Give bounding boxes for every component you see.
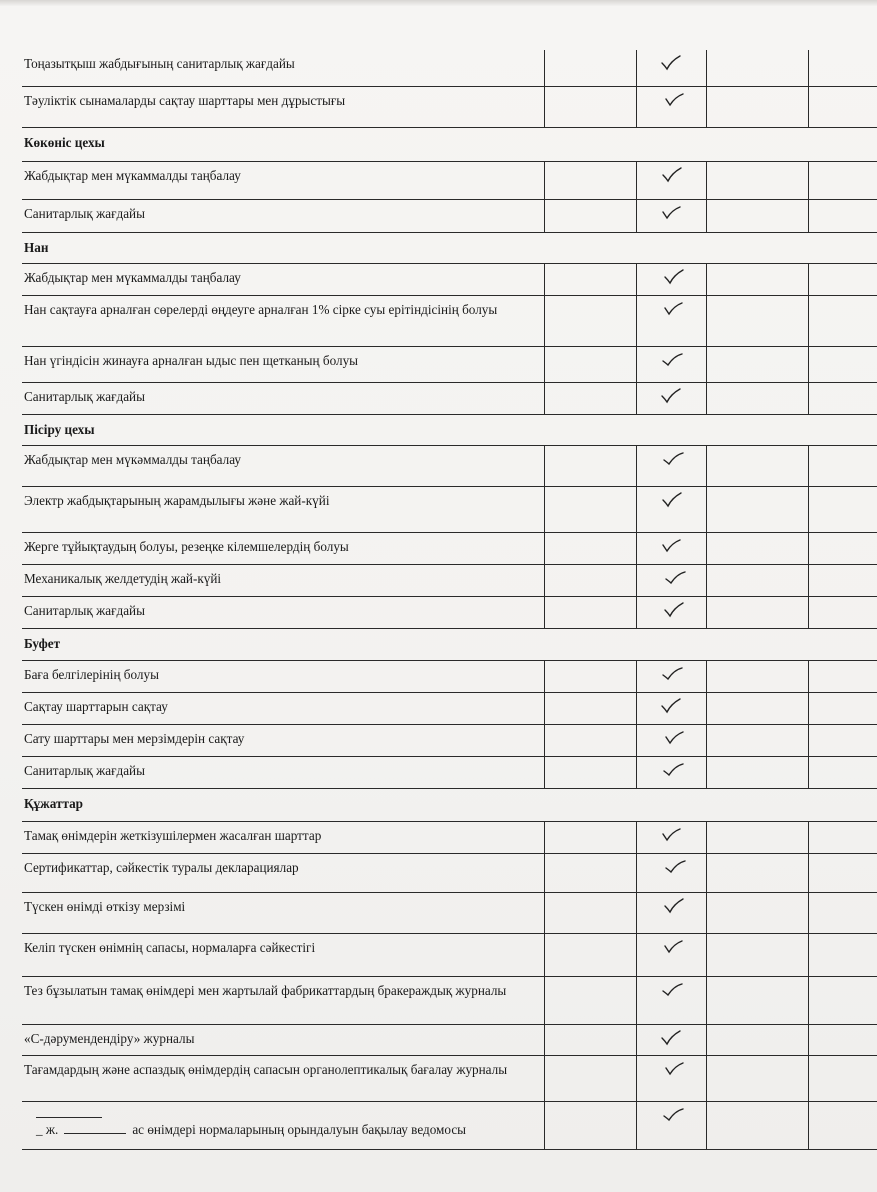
empty-cell bbox=[707, 1101, 809, 1149]
empty-cell bbox=[707, 564, 809, 596]
checklist-row bbox=[22, 724, 877, 756]
empty-cell bbox=[545, 692, 637, 724]
empty-cell bbox=[809, 933, 877, 976]
criterion-text: Тез бұзылатын тамақ өнімдері мен жартылай фабрикаттардың бракераждық журналы bbox=[22, 976, 545, 1024]
compliance-check-cell bbox=[637, 1055, 707, 1101]
section-header-row bbox=[22, 414, 877, 445]
compliance-check-cell bbox=[637, 263, 707, 295]
checkmark-icon bbox=[660, 388, 682, 404]
criterion-text: Санитарлық жағдайы bbox=[22, 199, 545, 232]
checkmark-icon bbox=[661, 352, 683, 368]
criterion-text: Санитарлық жағдайы bbox=[22, 596, 545, 628]
compliance-check-cell bbox=[637, 50, 707, 86]
checklist-row bbox=[22, 532, 877, 564]
empty-cell bbox=[707, 1055, 809, 1101]
empty-cell bbox=[809, 1101, 877, 1149]
checkmark-icon bbox=[661, 492, 683, 508]
checklist-row bbox=[22, 86, 877, 127]
checklist-row bbox=[22, 976, 877, 1024]
empty-cell bbox=[707, 892, 809, 933]
empty-cell bbox=[809, 295, 877, 346]
criterion-text: Электр жабдықтарының жарамдылығы және жай-күйі bbox=[22, 486, 545, 532]
empty-cell bbox=[809, 892, 877, 933]
empty-cell bbox=[545, 295, 637, 346]
checklist-row bbox=[22, 933, 877, 976]
checklist-row bbox=[22, 263, 877, 295]
empty-cell bbox=[707, 660, 809, 692]
signature-blank-line bbox=[36, 1107, 102, 1118]
compliance-check-cell bbox=[637, 346, 707, 382]
checkmark-icon bbox=[661, 666, 683, 682]
empty-cell bbox=[545, 346, 637, 382]
section-title: Пісіру цехы bbox=[22, 414, 877, 445]
checklist-row bbox=[22, 1055, 877, 1101]
compliance-check-cell bbox=[637, 382, 707, 414]
checkmark-icon bbox=[660, 205, 682, 221]
criterion-text: Тоңазытқыш жабдығының санитарлық жағдайы bbox=[22, 50, 545, 86]
checklist-row bbox=[22, 445, 877, 486]
empty-cell bbox=[809, 445, 877, 486]
checkmark-icon bbox=[664, 859, 686, 875]
empty-cell bbox=[707, 724, 809, 756]
empty-cell bbox=[545, 564, 637, 596]
checkmark-icon bbox=[663, 269, 685, 285]
checkmark-icon bbox=[662, 451, 684, 467]
compliance-check-cell bbox=[637, 660, 707, 692]
checkmark-icon bbox=[660, 55, 682, 71]
compliance-check-cell bbox=[637, 564, 707, 596]
checklist-row bbox=[22, 382, 877, 414]
compliance-check-cell bbox=[637, 486, 707, 532]
empty-cell bbox=[545, 660, 637, 692]
empty-cell bbox=[809, 821, 877, 853]
empty-cell bbox=[809, 724, 877, 756]
checkmark-icon bbox=[661, 167, 683, 183]
checklist-row bbox=[22, 596, 877, 628]
compliance-check-cell bbox=[637, 295, 707, 346]
checkmark-icon bbox=[662, 762, 684, 778]
checklist-row bbox=[22, 50, 877, 86]
criterion-text bbox=[22, 1101, 545, 1149]
empty-cell bbox=[809, 532, 877, 564]
criterion-text: Жабдықтар мен мүкаммалды таңбалау bbox=[22, 263, 545, 295]
checklist-row bbox=[22, 1101, 877, 1149]
criterion-text: Тәуліктік сынамаларды сақтау шарттары мен дұрыстығы bbox=[22, 86, 545, 127]
empty-cell bbox=[545, 724, 637, 756]
checklist-row bbox=[22, 1024, 877, 1055]
empty-cell bbox=[545, 933, 637, 976]
checklist-row bbox=[22, 295, 877, 346]
empty-cell bbox=[545, 486, 637, 532]
compliance-check-cell bbox=[637, 692, 707, 724]
empty-cell bbox=[545, 263, 637, 295]
empty-cell bbox=[707, 596, 809, 628]
checklist-row bbox=[22, 199, 877, 232]
empty-cell bbox=[707, 692, 809, 724]
checkmark-icon bbox=[662, 1107, 684, 1123]
criterion-text: Келіп түскен өнімнің сапасы, нормаларға сәйкестігі bbox=[22, 933, 545, 976]
statement-title: ас өнімдері нормаларының орындалуын бақылау ведомосы bbox=[132, 1121, 467, 1137]
empty-cell bbox=[809, 1055, 877, 1101]
empty-cell bbox=[545, 1024, 637, 1055]
empty-cell bbox=[545, 161, 637, 199]
checklist-row bbox=[22, 692, 877, 724]
checkmark-icon bbox=[663, 602, 685, 618]
criterion-text: Сақтау шарттарын сақтау bbox=[22, 692, 545, 724]
criterion-text: Түскен өнімді өткізу мерзімі bbox=[22, 892, 545, 933]
compliance-check-cell bbox=[637, 86, 707, 127]
empty-cell bbox=[809, 161, 877, 199]
compliance-check-cell bbox=[637, 1024, 707, 1055]
empty-cell bbox=[545, 50, 637, 86]
empty-cell bbox=[809, 596, 877, 628]
compliance-check-cell bbox=[637, 445, 707, 486]
section-title: Құжаттар bbox=[22, 788, 877, 821]
empty-cell bbox=[545, 756, 637, 788]
empty-cell bbox=[545, 86, 637, 127]
checklist-row bbox=[22, 161, 877, 199]
empty-cell bbox=[545, 445, 637, 486]
checklist-row bbox=[22, 853, 877, 892]
empty-cell bbox=[809, 756, 877, 788]
empty-cell bbox=[809, 50, 877, 86]
empty-cell bbox=[545, 382, 637, 414]
checkmark-icon bbox=[663, 730, 685, 746]
checkmark-icon bbox=[660, 538, 682, 554]
empty-cell bbox=[545, 821, 637, 853]
checkmark-icon bbox=[660, 827, 682, 843]
empty-cell bbox=[809, 382, 877, 414]
criterion-text: «С-дәрумендендіру» журналы bbox=[22, 1024, 545, 1055]
empty-cell bbox=[545, 976, 637, 1024]
empty-cell bbox=[545, 1101, 637, 1149]
checklist-row bbox=[22, 756, 877, 788]
checkmark-icon bbox=[663, 92, 685, 108]
criterion-text: Сертификаттар, сәйкестік туралы декларациялар bbox=[22, 853, 545, 892]
empty-cell bbox=[707, 976, 809, 1024]
checkmark-icon bbox=[660, 698, 682, 714]
empty-cell bbox=[809, 199, 877, 232]
empty-cell bbox=[809, 976, 877, 1024]
criterion-text: Сату шарттары мен мерзімдерін сақтау bbox=[22, 724, 545, 756]
section-header-row bbox=[22, 628, 877, 660]
checkmark-icon bbox=[661, 982, 683, 998]
empty-cell bbox=[545, 892, 637, 933]
empty-cell bbox=[809, 564, 877, 596]
empty-cell bbox=[809, 263, 877, 295]
empty-cell bbox=[545, 853, 637, 892]
criterion-text: Тағамдардың және аспаздық өнімдердің сапасын органолептикалық бағалау журналы bbox=[22, 1055, 545, 1101]
empty-cell bbox=[809, 346, 877, 382]
checklist-row bbox=[22, 821, 877, 853]
compliance-check-cell bbox=[637, 756, 707, 788]
empty-cell bbox=[809, 486, 877, 532]
compliance-check-cell bbox=[637, 596, 707, 628]
compliance-check-cell bbox=[637, 892, 707, 933]
checkmark-icon bbox=[663, 898, 685, 914]
empty-cell bbox=[707, 445, 809, 486]
criterion-text: Жабдықтар мен мүкаммалды таңбалау bbox=[22, 161, 545, 199]
empty-cell bbox=[707, 50, 809, 86]
compliance-check-cell bbox=[637, 853, 707, 892]
empty-cell bbox=[707, 199, 809, 232]
section-header-row bbox=[22, 127, 877, 161]
checkmark-icon bbox=[663, 1061, 685, 1077]
criterion-text: Нан үгіндісін жинауға арналған ыдыс пен щетканың болуы bbox=[22, 346, 545, 382]
checkmark-icon bbox=[664, 570, 686, 586]
section-title: Буфет bbox=[22, 628, 877, 660]
empty-cell bbox=[707, 933, 809, 976]
empty-cell bbox=[707, 1024, 809, 1055]
empty-cell bbox=[809, 853, 877, 892]
checklist-row bbox=[22, 892, 877, 933]
empty-cell bbox=[809, 86, 877, 127]
criterion-text: Механикалық желдетудің жай-күйі bbox=[22, 564, 545, 596]
empty-cell bbox=[545, 532, 637, 564]
compliance-check-cell bbox=[637, 976, 707, 1024]
criterion-text: Баға белгілерінің болуы bbox=[22, 660, 545, 692]
criterion-text: Нан сақтауға арналған сөрелерді өңдеуге арналған 1% сірке суы ерітіндісінің болуы bbox=[22, 295, 545, 346]
empty-cell bbox=[707, 346, 809, 382]
checklist-row bbox=[22, 660, 877, 692]
empty-cell bbox=[707, 382, 809, 414]
empty-cell bbox=[707, 263, 809, 295]
year-prefix: _ ж. bbox=[36, 1121, 59, 1137]
criterion-text: Санитарлық жағдайы bbox=[22, 756, 545, 788]
compliance-check-cell bbox=[637, 933, 707, 976]
empty-cell bbox=[809, 1024, 877, 1055]
compliance-check-cell bbox=[637, 821, 707, 853]
empty-cell bbox=[707, 161, 809, 199]
checkmark-icon bbox=[662, 939, 684, 955]
criterion-text: Жабдықтар мен мүкәммалды таңбалау bbox=[22, 445, 545, 486]
empty-cell bbox=[707, 486, 809, 532]
compliance-check-cell bbox=[637, 724, 707, 756]
empty-cell bbox=[545, 1055, 637, 1101]
compliance-check-cell bbox=[637, 1101, 707, 1149]
section-header-row bbox=[22, 232, 877, 263]
empty-cell bbox=[707, 756, 809, 788]
criterion-text: Санитарлық жағдайы bbox=[22, 382, 545, 414]
criterion-text: Тамақ өнімдерін жеткізушілермен жасалған шарттар bbox=[22, 821, 545, 853]
section-title: Көкөніс цехы bbox=[22, 127, 877, 161]
fill-in-blank bbox=[64, 1133, 126, 1134]
criterion-text: Жерге тұйықтаудың болуы, резеңке кілемшелердің болуы bbox=[22, 532, 545, 564]
inspection-checklist-table bbox=[22, 50, 877, 1150]
empty-cell bbox=[707, 853, 809, 892]
compliance-check-cell bbox=[637, 161, 707, 199]
compliance-check-cell bbox=[637, 199, 707, 232]
checklist-row bbox=[22, 486, 877, 532]
empty-cell bbox=[707, 821, 809, 853]
checklist-row bbox=[22, 564, 877, 596]
checkmark-icon bbox=[660, 1030, 682, 1046]
empty-cell bbox=[809, 692, 877, 724]
empty-cell bbox=[707, 295, 809, 346]
empty-cell bbox=[545, 596, 637, 628]
checkmark-icon bbox=[662, 301, 684, 317]
empty-cell bbox=[809, 660, 877, 692]
checklist-row bbox=[22, 346, 877, 382]
page-top-edge bbox=[0, 0, 877, 6]
empty-cell bbox=[545, 199, 637, 232]
empty-cell bbox=[707, 86, 809, 127]
section-title: Нан bbox=[22, 232, 877, 263]
compliance-check-cell bbox=[637, 532, 707, 564]
section-header-row bbox=[22, 788, 877, 821]
empty-cell bbox=[707, 532, 809, 564]
